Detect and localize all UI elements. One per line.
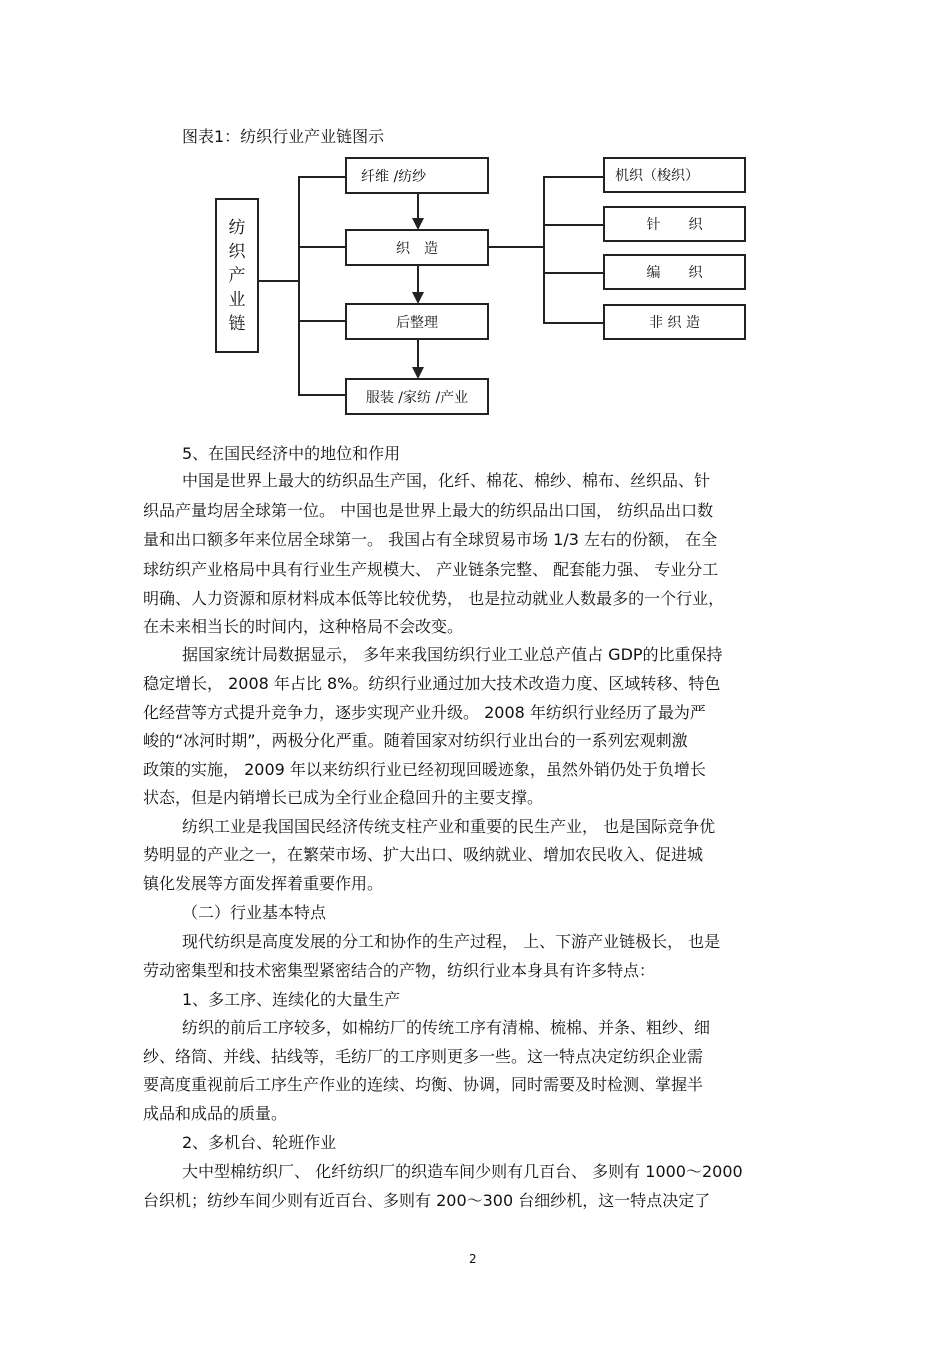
text-line: 劳动密集型和技术密集型紧密结合的产物，纺织行业本身具有许多特点：: [143, 961, 656, 980]
text-line: 在未来相当长的时间内，这种格局不会改变。: [143, 617, 464, 636]
nonwoven-label: 非 织 造: [649, 315, 700, 331]
text-line: 台织机；纺纱车间少则有近百台、多则有 200～300 台细纱机，这一特点决定了: [143, 1191, 711, 1210]
text-line: 政策的实施， 2009 年以来纺织行业已经初现回暖迹象，虽然外销仍处于负增长: [143, 760, 706, 779]
finishing-box: [345, 303, 489, 340]
subsection-heading: （二）行业基本特点: [182, 903, 327, 922]
text-line: 状态，但是内销增长已成为全行业企稳回升的主要支撑。: [143, 788, 544, 807]
text-line: 明确、人力资源和原材料成本低等比较优势， 也是拉动就业人数最多的一个行业，: [143, 589, 725, 608]
item-heading: 1、多工序、连续化的大量生产: [182, 990, 401, 1009]
section-heading: 5、在国民经济中的地位和作用: [182, 444, 401, 463]
text-line: 成品和成品的质量。: [143, 1104, 288, 1123]
text-line: 要高度重视前后工序生产作业的连续、均衡、协调，同时需要及时检测、掌握半: [143, 1075, 704, 1094]
chain-char: 产: [228, 265, 246, 286]
braiding-box: [603, 254, 746, 290]
apparel-box: [345, 378, 489, 415]
finishing-label: 后整理: [396, 314, 438, 331]
chain-char: 织: [228, 241, 246, 262]
loom-weaving-label: 机织（梭织）: [615, 168, 699, 184]
text-line: 量和出口额多年来位居全球第一。 我国占有全球贸易市场 1/3 左右的份额， 在全: [143, 530, 718, 549]
text-line: 镇化发展等方面发挥着重要作用。: [143, 874, 384, 893]
knitting-box: [603, 206, 746, 242]
text-line: 现代纺织是高度发展的分工和协作的生产过程， 上、下游产业链极长， 也是: [182, 932, 721, 951]
chain-char: 业: [228, 289, 246, 310]
chain-char: 纺: [228, 217, 246, 238]
text-line: 纱、络筒、并线、拈线等，毛纺厂的工序则更多一些。这一特点决定纺织企业需: [143, 1047, 704, 1066]
page-number: 2: [469, 1252, 477, 1266]
weaving-box: [345, 229, 489, 266]
weaving-label: 织 造: [396, 240, 438, 257]
text-line: 据国家统计局数据显示， 多年来我国纺织行业工业总产值占 GDP的比重保持: [182, 645, 723, 664]
apparel-label: 服装 /家纺 /产业: [365, 389, 469, 406]
text-line: 势明显的产业之一，在繁荣市场、扩大出口、吸纳就业、增加农民收入、促进城: [143, 845, 704, 864]
loom-weaving-box: [603, 157, 746, 193]
figure-caption: 图表1：纺织行业产业链图示: [182, 127, 385, 146]
text-line: 球纺织产业格局中具有行业生产规模大、 产业链条完整、 配套能力强、 专业分工: [143, 560, 719, 579]
text-line: 稳定增长， 2008 年占比 8%。纺织行业通过加大技术改造力度、区域转移、特色: [143, 674, 721, 693]
text-line: 织品产量均居全球第一位。 中国也是世界上最大的纺织品出口国， 纺织品出口数: [143, 501, 714, 520]
fiber-spinning-box: [345, 157, 489, 194]
item-heading: 2、多机台、轮班作业: [182, 1133, 337, 1152]
text-line: 纺织工业是我国国民经济传统支柱产业和重要的民生产业， 也是国际竞争优: [182, 817, 716, 836]
text-line: 中国是世界上最大的纺织品生产国，化纤、棉花、棉纱、棉布、丝织品、针: [182, 471, 711, 490]
text-line: 纺织的前后工序较多，如棉纺厂的传统工序有清棉、梳棉、并条、粗纱、细: [182, 1018, 711, 1037]
nonwoven-box: [603, 304, 746, 340]
text-line: 峻的“冰河时期”，两极分化严重。随着国家对纺织行业出台的一系列宏观刺激: [143, 731, 688, 750]
braiding-label: 编 织: [646, 265, 703, 281]
flow-arrows: [0, 0, 950, 420]
fiber-spinning-label: 纤维 /纺纱: [361, 168, 427, 185]
chain-char: 链: [228, 313, 246, 334]
text-line: 大中型棉纺织厂、 化纤纺织厂的织造车间少则有几百台、 多则有 1000～2000: [182, 1162, 743, 1181]
knitting-label: 针 织: [646, 217, 703, 233]
text-line: 化经营等方式提升竞争力，逐步实现产业升级。 2008 年纺织行业经历了最为严: [143, 703, 706, 722]
